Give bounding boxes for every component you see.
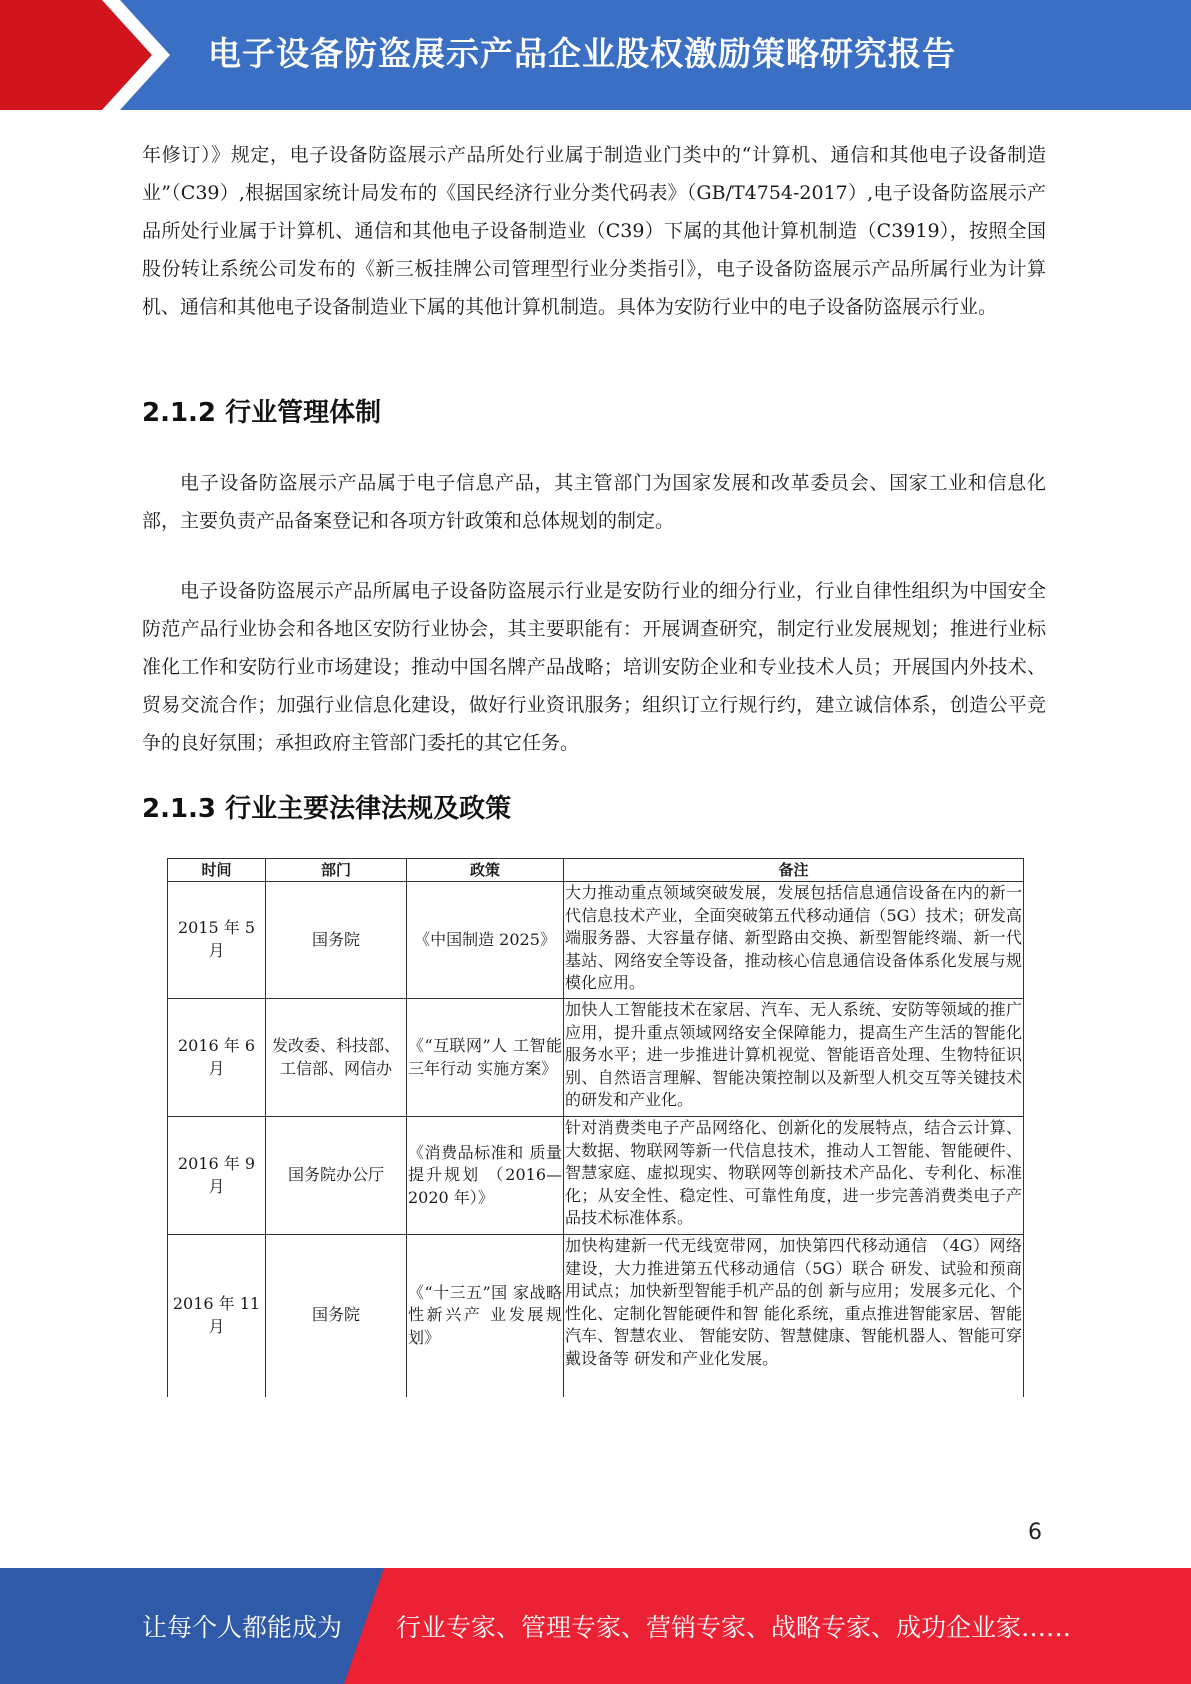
cell-note: 加快人工智能技术在家居、汽车、无人系统、安防等领域的推广应用，提升重点领域网络安全保障能力，提高生产生活的智能化服务水平；进一步推进计算机视觉、智能语音处理、生物特征识别、自然语言理解、智能决策控制以及新型人机交互等关键技术的研发和产业化。 — [564, 999, 1024, 1117]
table-row — [168, 1235, 1024, 1397]
policy-table — [167, 858, 1024, 1397]
footer-slogan-left: 让每个人都能成为 — [142, 1613, 343, 1642]
cell-note: 大力推动重点领域突破发展，发展包括信息通信设备在内的新一代信息技术产业，全面突破第五代移动通信（5G）技术；研发高端服务器、大容量存储、新型路由交换、新型智能终端、新一代基站、网络安全等设备，推动核心信息通信设备体系化发展与规模化应用。 — [564, 882, 1024, 999]
cell-dept: 国务院办公厅 — [266, 1117, 407, 1235]
column-header-dept: 部门 — [266, 859, 407, 882]
footer-slogan-right: 行业专家、管理专家、营销专家、战略专家、成功企业家…… — [396, 1613, 1072, 1642]
table-row — [168, 1117, 1024, 1235]
section-heading-2-1-3: 2.1.3 行业主要法律法规及政策 — [142, 794, 512, 824]
cell-policy: 《中国制造 2025》 — [407, 882, 564, 999]
column-header-policy: 政策 — [407, 859, 564, 882]
cell-note: 加快构建新一代无线宽带网，加快第四代移动通信 （4G）网络建设，大力推进第五代移动通信（5G）联合 研发、试验和预商用试点；加快新型智能手机产品的创 新与应用；发展多元化、个性化、定制化智能硬件和智 能化系统，重点推进智能家居、智能汽车、智慧农业、 智能安防、智慧健康、智能机器人、智能可穿戴设备等 研发和产业化发展。 — [564, 1235, 1024, 1397]
cell-dept: 发改委、科技部、工信部、网信办 — [266, 999, 407, 1117]
page-header — [0, 0, 1191, 110]
cell-time: 2016 年 6 月 — [168, 999, 266, 1117]
section-heading-2-1-2: 2.1.2 行业管理体制 — [142, 398, 382, 428]
cell-dept: 国务院 — [266, 882, 407, 999]
management-paragraph-2: 电子设备防盗展示产品所属电子设备防盗展示行业是安防行业的细分行业，行业自律性组织为中国安全防范产品行业协会和各地区安防行业协会，其主要职能有：开展调查研究，制定行业发展规划；推进行业标准化工作和安防行业市场建设；推动中国名牌产品战略；培训安防企业和专业技术人员；开展国内外技术、贸易交流合作；加强行业信息化建设，做好行业资讯服务；组织订立行规行约，建立诚信体系，创造公平竞争的良好氛围；承担政府主管部门委托的其它任务。 — [142, 580, 1046, 754]
column-header-note: 备注 — [564, 859, 1024, 882]
cell-policy: 《“互联网”人 工智能三年行动 实施方案》 — [407, 999, 564, 1117]
cell-dept: 国务院 — [266, 1235, 407, 1397]
cell-time: 2016 年 9 月 — [168, 1117, 266, 1235]
column-header-time: 时间 — [168, 859, 266, 882]
table-row — [168, 882, 1024, 999]
page-number: 6 — [1028, 1520, 1042, 1545]
cell-policy: 《消费品标准和 质量提升规划 （2016—2020 年）》 — [407, 1117, 564, 1235]
cell-time: 2016 年 11 月 — [168, 1235, 266, 1397]
cell-policy: 《“十三五”国 家战略性新兴产 业发展规划》 — [407, 1235, 564, 1397]
cell-time: 2015 年 5 月 — [168, 882, 266, 999]
table-header-row — [168, 859, 1024, 882]
cell-note: 针对消费类电子产品网络化、创新化的发展特点，结合云计算、大数据、物联网等新一代信息技术，推动人工智能、智能硬件、智慧家庭、虚拟现实、物联网等创新技术产品化、专利化、标准化；从安全性、稳定性、可靠性角度，进一步完善消费类电子产品技术标准体系。 — [564, 1117, 1024, 1235]
report-title: 电子设备防盗展示产品企业股权激励策略研究报告 — [208, 34, 956, 73]
table-row — [168, 999, 1024, 1117]
intro-paragraph: 年修订）》规定，电子设备防盗展示产品所处行业属于制造业门类中的“计算机、通信和其他电子设备制造业”（C39）,根据国家统计局发布的《国民经济行业分类代码表》（GB/T4754-2017）,电子设备防盗展示产品所处行业属于计算机、通信和其他电子设备制造业（C39）下属的其他计算机制造（C3919），按照全国股份转让系统公司发布的《新三板挂牌公司管理型行业分类指引》，电子设备防盗展示产品所属行业为计算机、通信和其他电子设备制造业下属的其他计算机制造。具体为安防行业中的电子设备防盗展示行业。 — [142, 144, 1046, 318]
management-paragraph-1: 电子设备防盗展示产品属于电子信息产品，其主管部门为国家发展和改革委员会、国家工业和信息化部，主要负责产品备案登记和各项方针政策和总体规划的制定。 — [142, 472, 1046, 532]
page-footer — [0, 1568, 1191, 1684]
